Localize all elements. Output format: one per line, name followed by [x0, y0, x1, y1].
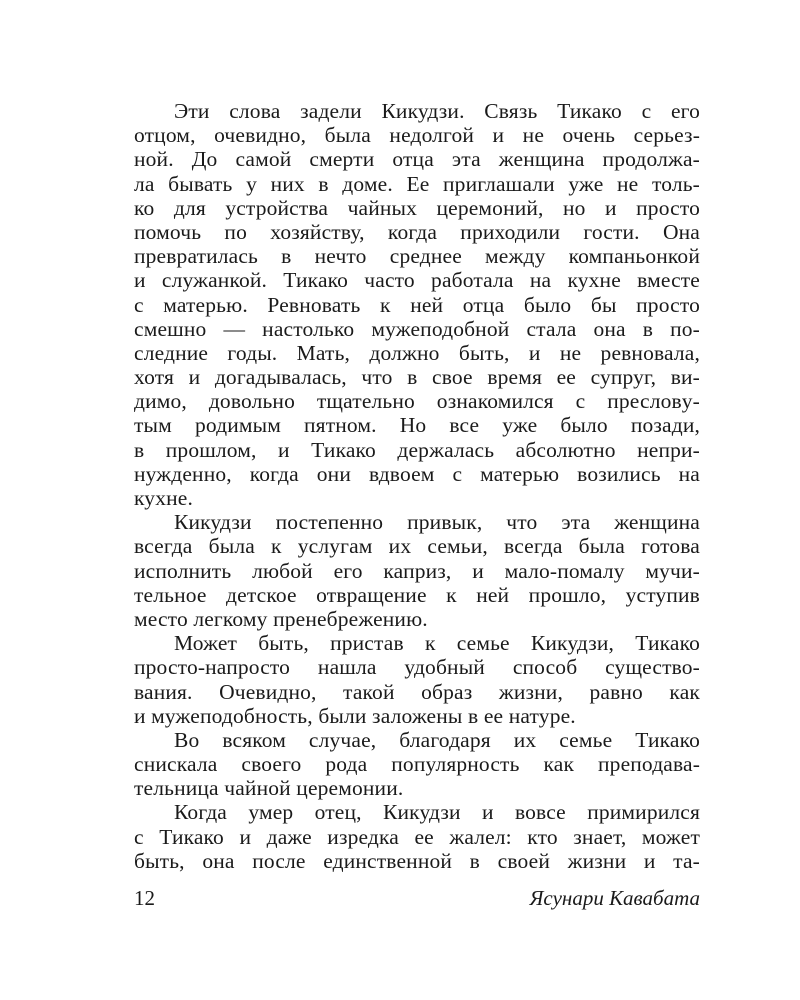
paragraph: [134, 631, 700, 728]
text-line: отцом, очевидно, была недолгой и не очень серьез-: [134, 123, 700, 148]
paragraph: [134, 800, 700, 873]
text-line: ко для устройства чайных церемоний, но и просто: [134, 195, 700, 220]
text-line: смешно — настолько мужеподобной стала она в по-: [134, 316, 700, 341]
text-line: нужденно, когда они вдвоем с матерью возились на: [134, 461, 700, 486]
text-line: и служанкой. Тикако часто работала на кухне вместе: [134, 268, 700, 293]
text-line: ной. До самой смерти отца эта женщина продолжа-: [134, 147, 700, 172]
text-line: тельница чайной церемонии.: [134, 776, 404, 801]
text-line: хотя и догадывалась, что в свое время ее супруг, ви-: [134, 365, 700, 390]
paragraph: [134, 99, 700, 510]
text-line: Может быть, пристав к семье Кикудзи, Тикако: [174, 631, 700, 656]
text-line: просто-напросто нашла удобный способ существо-: [134, 655, 700, 680]
text-line: кухне.: [134, 486, 193, 510]
page-footer: [134, 886, 700, 914]
paragraph: [134, 728, 700, 801]
text-line: всегда была к услугам их семьи, всегда была готова: [134, 534, 700, 559]
text-line: в прошлом, и Тикако держалась абсолютно непри-: [134, 437, 700, 462]
text-line: Во всяком случае, благодаря их семье Тикако: [174, 727, 700, 752]
text-line: превратилась в нечто среднее между компаньонкой: [134, 244, 700, 269]
body-text: [134, 99, 700, 873]
running-title: Ясунари Кавабата: [529, 886, 700, 910]
text-line: ла бывать у них в доме. Ее приглашали уже не толь-: [134, 171, 700, 196]
paragraph: [134, 510, 700, 631]
page-number: 12: [134, 886, 155, 910]
text-line: тым родимым пятном. Но все уже было позади,: [134, 413, 700, 438]
text-line: место легкому пренебрежению.: [134, 606, 428, 631]
text-line: вания. Очевидно, такой образ жизни, равно как: [134, 679, 700, 704]
text-line: Кикудзи постепенно привык, что эта женщина: [174, 510, 700, 535]
text-line: быть, она после единственной в своей жизни и та-: [134, 848, 700, 873]
text-line: снискала своего рода популярность как преподава-: [134, 752, 700, 777]
text-line: с Тикако и даже изредка ее жалел: кто знает, может: [134, 824, 700, 849]
text-line: следние годы. Мать, должно быть, и не ревновала,: [134, 340, 700, 365]
text-line: исполнить любой его каприз, и мало-помалу мучи-: [134, 558, 700, 583]
text-line: димо, довольно тщательно ознакомился с пресловy-: [134, 389, 700, 414]
text-line: и мужеподобность, были заложены в ее натуре.: [134, 703, 576, 728]
text-line: Эти слова задели Кикудзи. Связь Тикако с его: [174, 99, 700, 123]
text-line: Когда умер отец, Кикудзи и вовсе примирился: [174, 800, 700, 825]
text-line: помочь по хозяйству, когда приходили гости. Она: [134, 219, 700, 244]
text-line: с матерью. Ревновать к ней отца было бы просто: [134, 292, 700, 317]
text-line: тельное детское отвращение к ней прошло, уступив: [134, 582, 700, 607]
